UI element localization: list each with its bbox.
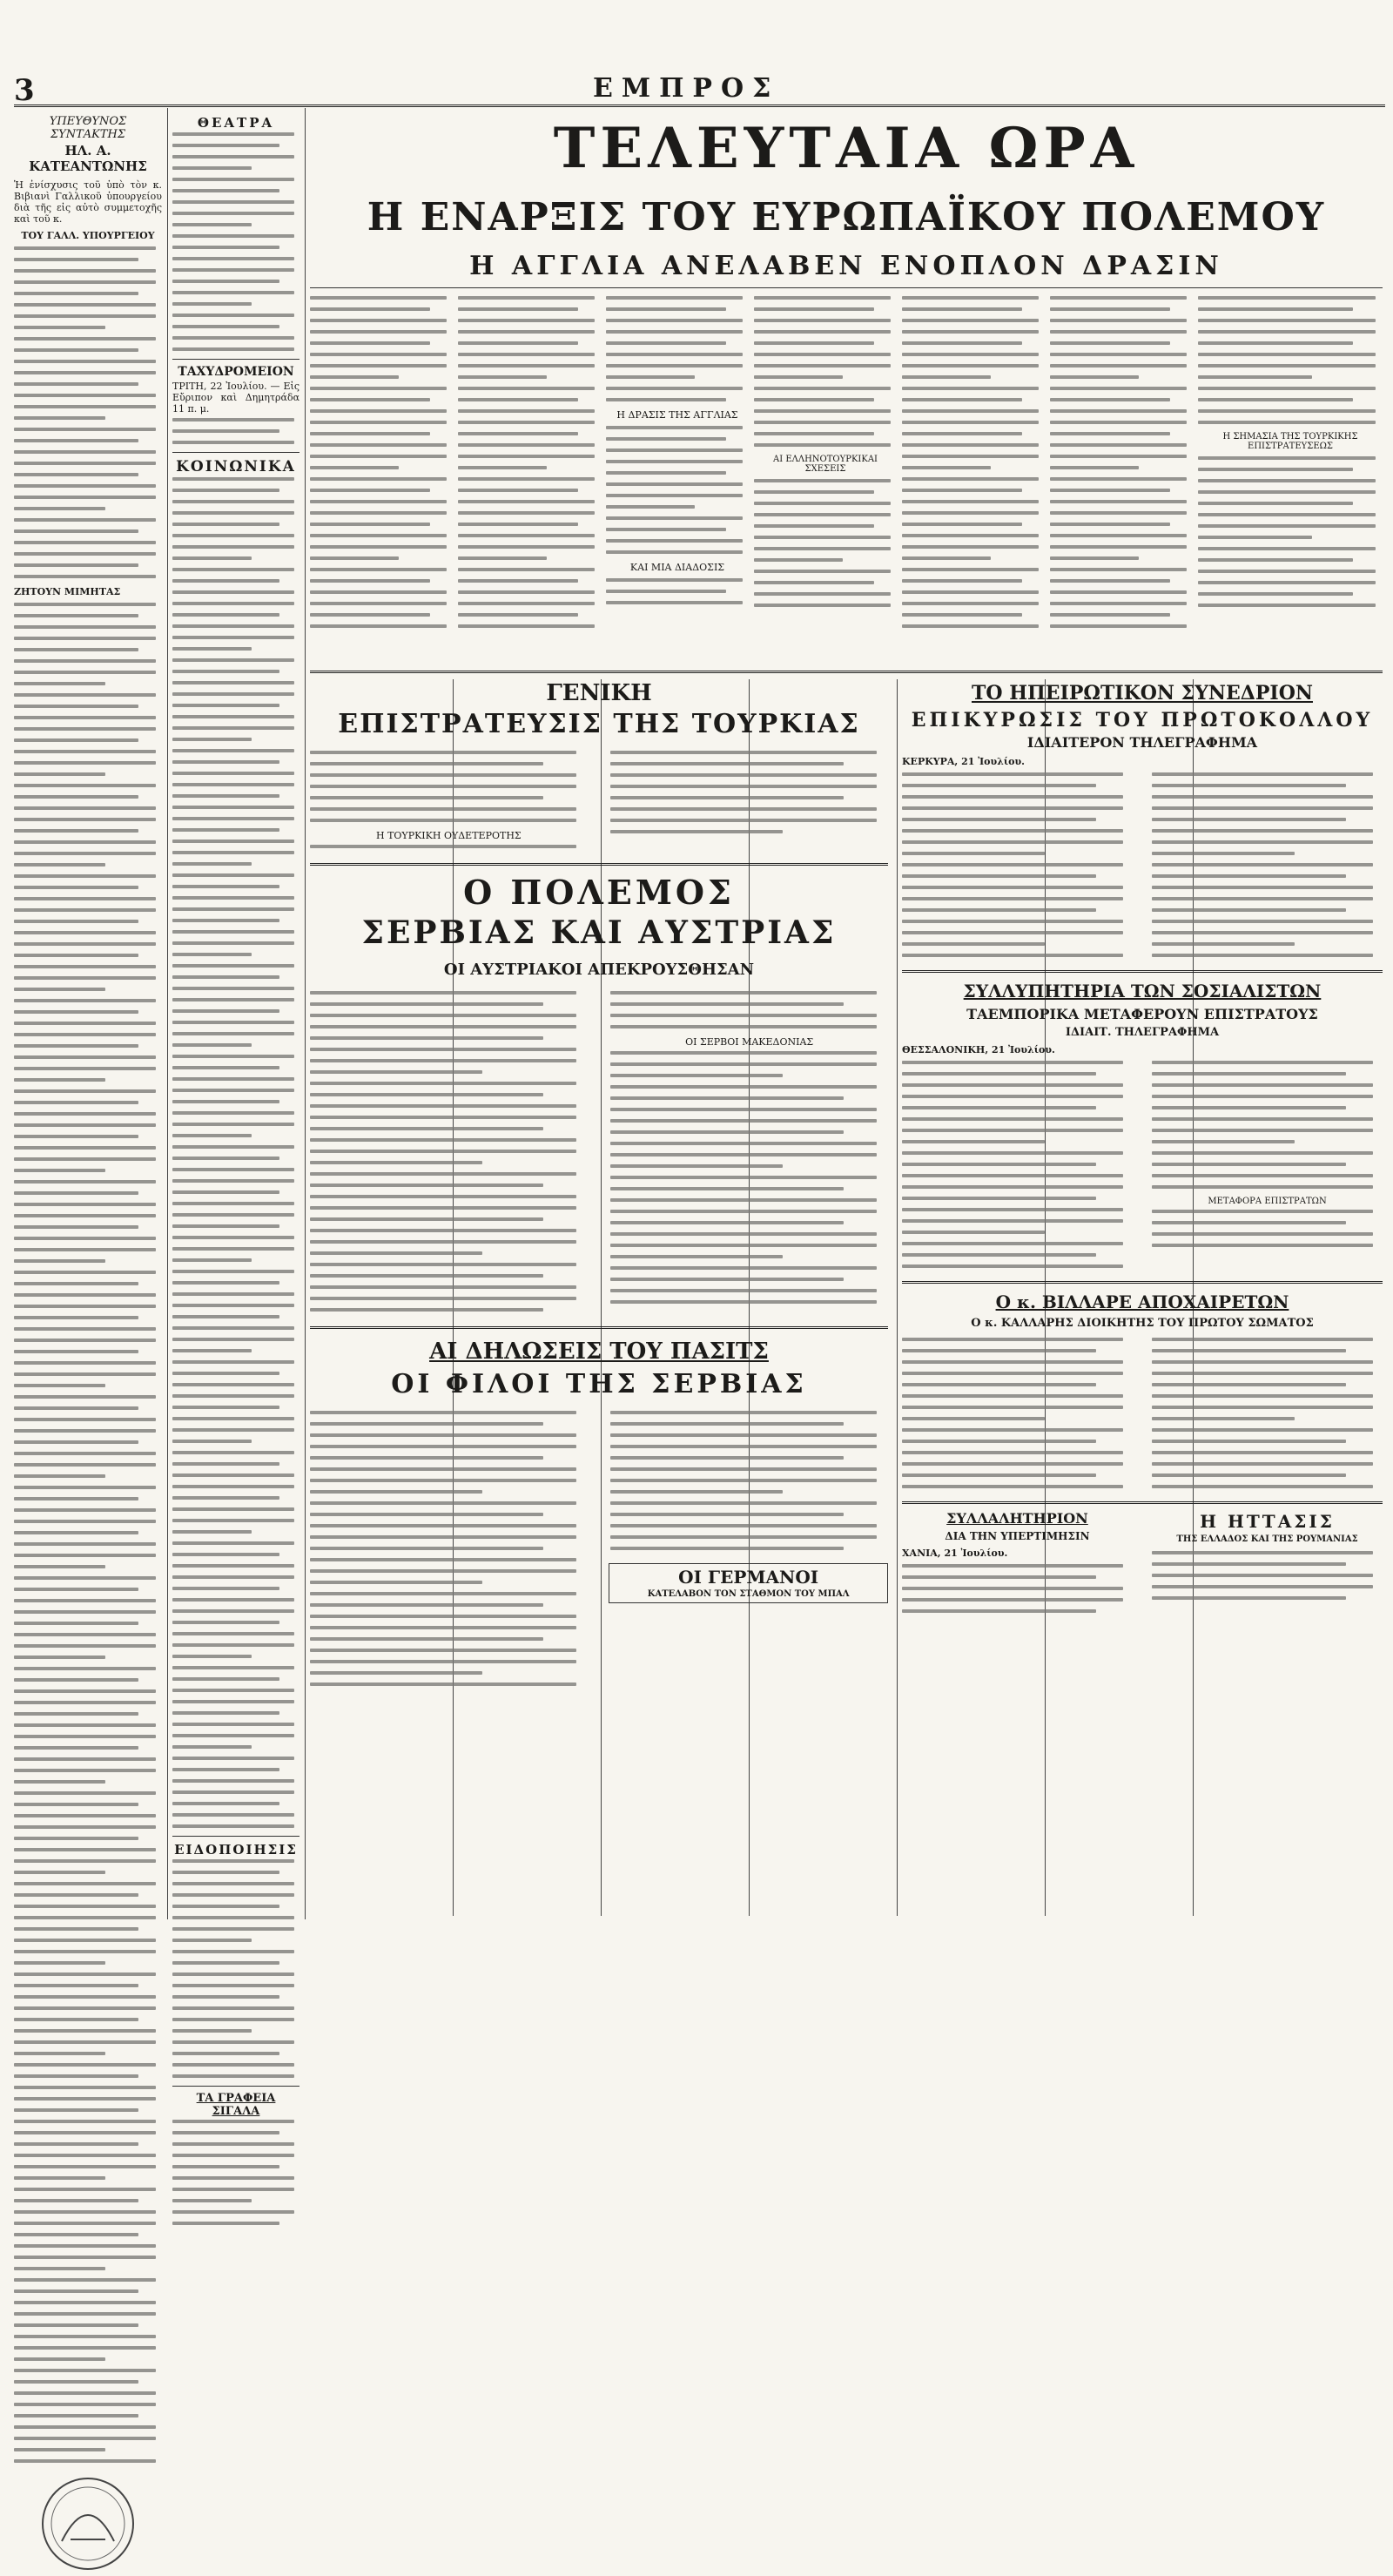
editor-name: ΗΛ. Α. ΚΑΤΕΑΝΤΩΝΗΣ <box>29 143 147 174</box>
rally-sub: ΔΙΑ ΤΗΝ ΥΠΕΡΤΙΜΗΣΙΝ <box>945 1530 1090 1542</box>
pasic-body <box>610 1411 888 1558</box>
editor-label: ΥΠΕΥΘΥΝΟΣ ΣΥΝΤΑΚΤΗΣ <box>49 115 127 141</box>
rumor-title: ΚΑΙ ΜΙΑ ΔΙΑΔΟΣΙΣ <box>629 562 725 573</box>
rally-dateline: ΧΑΝΙΑ, 21 Ἰουλίου. <box>902 1548 1008 1559</box>
rally-block <box>902 1509 1133 1621</box>
defeat-block <box>1152 1509 1383 1608</box>
column-divider <box>897 679 898 1916</box>
column-left <box>14 113 162 1916</box>
epirus-body <box>1152 772 1383 965</box>
article-body <box>14 246 162 578</box>
serbia-headline-2: ΣΕΡΒΙΑΣ ΚΑΙ ΑΥΣΤΡΙΑΣ <box>361 914 837 951</box>
defeat-body <box>1152 1551 1383 1600</box>
socialists-sub: ΤΑΕΜΠΟΡΙΚΑ ΜΕΤΑΦΕΡΟΥΝ ΕΠΙΣΤΡΑΤΟΥΣ <box>966 1006 1318 1022</box>
sigala-title: ΤΑ ΓΡΑΦΕΙΑ ΣΙΓΑΛΑ <box>196 2092 276 2118</box>
pasic-body <box>310 1411 588 1694</box>
socialists-telegram: ΙΔΙΑΙΤ. ΤΗΛΕΓΡΑΦΗΜΑ <box>1065 1026 1220 1039</box>
defeat-headline: Η ΗΤΤΑΣΙΣ <box>1200 1511 1335 1532</box>
turkey-body <box>610 751 888 841</box>
zhtoun-label: ΖΗΤΟΥΝ ΜΙΜΗΤΑΣ <box>14 586 121 597</box>
sigala-body <box>172 2120 299 2225</box>
top-article-col <box>1050 296 1193 662</box>
england-action-title: Η ΔΡΑΣΙΣ ΤΗΣ ΑΓΓΛΙΑΣ <box>616 409 738 421</box>
germans-box <box>609 1563 888 1603</box>
serbia-sub: ΟΙ ΑΥΣΤΡΙΑΚΟΙ ΑΠΕΚΡΟΥΣΘΗΣΑΝ <box>443 961 755 979</box>
serbia-headline-1: Ο ΠΟΛΕΜΟΣ <box>463 873 735 912</box>
center-stories <box>310 679 888 1916</box>
pasic-sub: ΟΙ ΦΙΛΟΙ ΤΗΣ ΣΕΡΒΙΑΣ <box>391 1369 807 1399</box>
germans-headline: ΟΙ ΓΕΡΜΑΝΟΙ <box>678 1567 819 1588</box>
epirus-dateline: ΚΕΡΚΥΡΑ, 21 Ἰουλίου. <box>902 756 1025 767</box>
divider <box>310 863 888 866</box>
divider <box>902 970 1383 973</box>
germans-sub: ΚΑΤΕΛΑΒΟΝ ΤΟΝ ΣΤΑΘΜΟΝ ΤΟΥ ΜΠΑΛ <box>647 1589 850 1599</box>
postal-body <box>172 418 299 444</box>
rally-headline: ΣΥΛΛΑΛΗΤΗΡΙΟΝ <box>946 1510 1088 1527</box>
divider <box>310 671 1383 673</box>
turkey-body <box>310 751 588 856</box>
masthead <box>14 73 1385 107</box>
ornament-emblem <box>36 2471 140 2576</box>
theatres-title: ΘΕΑΤΡΑ <box>197 115 275 131</box>
macedonian-serbs-title: ΟΙ ΣΕΡΒΟΙ ΜΑΚΕΔΟΝΙΑΣ <box>685 1036 814 1048</box>
pasic-headline: ΑΙ ΔΗΛΩΣΕΙΣ ΤΟΥ ΠΑΣΙΤΣ <box>429 1339 769 1365</box>
england-headline-block <box>310 249 1383 286</box>
divider <box>172 2086 299 2087</box>
social-body <box>172 477 299 1828</box>
socialists-dateline: ΘΕΣΣΑΛΟΝΙΚΗ, 21 Ἰουλίου. <box>902 1044 1055 1055</box>
top-article-col <box>310 296 453 662</box>
top-article-col <box>458 296 601 662</box>
divider <box>172 1836 299 1837</box>
epirus-sub: ΕΠΙΚΥΡΩΣΙΣ ΤΟΥ ΠΡΩΤΟΚΟΛΛΟΥ <box>911 709 1374 732</box>
top-article-col <box>606 296 749 662</box>
villare-body <box>902 1338 1133 1496</box>
turkey-position-title: Η ΣΗΜΑΣΙΑ ΤΗΣ ΤΟΥΡΚΙΚΗΣ ΕΠΙΣΤΡΑΤΕΥΣΕΩΣ <box>1222 432 1358 451</box>
notices-body <box>172 1859 299 2078</box>
notices-title: ΕΙΔΟΠΟΙΗΣΙΣ <box>174 1842 298 1858</box>
turkey-headline: ΕΠΙΣΤΡΑΤΕΥΣΙΣ ΤΗΣ ΤΟΥΡΚΙΑΣ <box>338 709 860 739</box>
article-body <box>14 603 162 2463</box>
divider <box>310 1326 888 1329</box>
neutrality-title: Η ΤΟΥΡΚΙΚΗ ΟΥΔΕΤΕΡΟΤΗΣ <box>375 830 522 841</box>
column-divider <box>305 108 306 1919</box>
theatres-list <box>172 132 299 351</box>
top-article-col <box>754 296 897 662</box>
top-headline-block <box>310 111 1383 190</box>
divider <box>902 1281 1383 1284</box>
socialists-body <box>902 1061 1133 1276</box>
divider <box>172 359 299 360</box>
epirus-telegram: ΙΔΙΑΙΤΕΡΟΝ ΤΗΛΕΓΡΑΦΗΜΑ <box>1026 734 1258 751</box>
serbia-body <box>610 991 888 1312</box>
socialists-body <box>1152 1061 1383 1255</box>
serbia-body <box>310 991 588 1319</box>
villare-body <box>1152 1338 1383 1496</box>
villare-sub: Ο κ. ΚΑΛΛΑΡΗΣ ΔΙΟΙΚΗΤΗΣ ΤΟΥ ΠΡΩΤΟΥ ΣΩΜΑΤΟΣ <box>971 1317 1314 1330</box>
opening-text: Ἡ ἐνίσχυσις τοῦ ὑπὸ τὸν κ. Βιβιανὶ Γαλλικοῦ ὑπουργείου διὰ τῆς εἰς αὐτὸ συμμετοχῆς καὶ τοῦ κ. <box>14 179 162 225</box>
epirus-headline: ΤΟ ΗΠΕΙΡΩΤΙΚΟΝ ΣΥΝΕΔΡΙΟΝ <box>972 682 1313 705</box>
social-title: ΚΟΙΝΩΝΙΚΑ <box>176 458 296 475</box>
divider <box>172 452 299 453</box>
war-headline-block <box>310 193 1383 244</box>
rally-body <box>902 1564 1133 1613</box>
column-notices <box>172 113 299 2118</box>
paper-name: ΕΜΠΡΟΣ <box>593 73 780 104</box>
turkey-kicker: ΓΕΝΙΚΗ <box>546 680 652 706</box>
top-article-col <box>902 296 1045 662</box>
defeat-sub: ΤΗΣ ΕΛΛΑΔΟΣ ΚΑΙ ΤΗΣ ΡΟΥΜΑΝΙΑΣ <box>1176 1534 1358 1544</box>
page-number: 3 <box>14 73 35 108</box>
transport-title: ΜΕΤΑΦΟΡΑ ΕΠΙΣΤΡΑΤΩΝ <box>1208 1197 1327 1206</box>
top-article-col <box>1198 296 1383 662</box>
war-headline: Η ΕΝΑΡΞΙΣ ΤΟΥ ΕΥΡΩΠΑΪΚΟΥ ΠΟΛΕΜΟΥ <box>367 195 1326 239</box>
column-divider <box>167 108 168 1919</box>
top-headline: ΤΕΛΕΥΤΑΙΑ ΩΡΑ <box>553 116 1140 181</box>
postal-title: ΤΑΧΥΔΡΟΜΕΙΟΝ <box>178 365 294 379</box>
postal-text: ΤΡΙΤΗ, 22 Ἰουλίου. — Εἰς Εὔριπον καὶ Δημητράδα 11 π. μ. <box>172 381 299 415</box>
epirus-body <box>902 772 1133 965</box>
divider <box>310 287 1383 288</box>
divider <box>902 1501 1383 1504</box>
greek-turkish-title: ΑΙ ΕΛΛΗΝΟΤΟΥΡΚΙΚΑΙ ΣΧΕΣΕΙΣ <box>772 455 878 474</box>
villare-headline: Ο κ. ΒΙΛΛΑΡΕ ΑΠΟΧΑΙΡΕΤΩΝ <box>995 1291 1289 1312</box>
ministry-label: ΤΟΥ ΓΑΛΛ. ΥΠΟΥΡΓΕΙΟΥ <box>21 230 155 241</box>
england-headline: Η ΑΓΓΛΙΑ ΑΝΕΛΑΒΕΝ ΕΝΟΠΛΟΝ ΔΡΑΣΙΝ <box>469 251 1223 281</box>
socialists-headline: ΣΥΛΛΥΠΗΤΗΡΙΑ ΤΩΝ ΣΟΣΙΑΛΙΣΤΩΝ <box>963 981 1322 1001</box>
right-stories <box>902 679 1383 1916</box>
